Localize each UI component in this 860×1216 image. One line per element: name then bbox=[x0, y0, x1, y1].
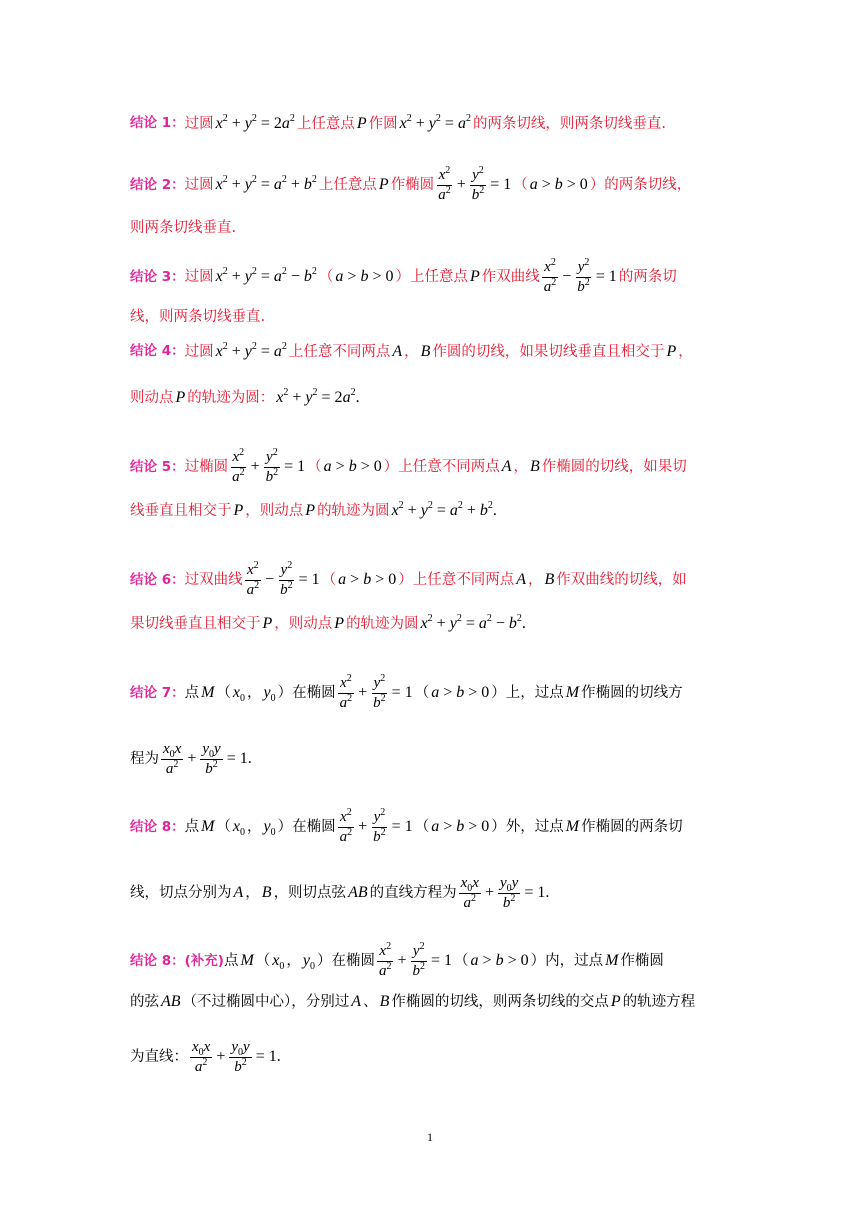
text: 的弦 bbox=[130, 993, 159, 1010]
fraction: $\frac{x^2}{a^2}$ bbox=[339, 807, 353, 845]
fraction: $\frac{y_0y}{b^2}$ bbox=[499, 875, 519, 911]
text: （ bbox=[454, 953, 469, 969]
formula: $x^2 + y^2 = a^2$ bbox=[215, 341, 287, 360]
formula: P bbox=[469, 268, 480, 286]
fraction: $\frac{x^2}{a^2}$ bbox=[339, 673, 353, 711]
text: 的轨迹为圆 bbox=[346, 615, 419, 632]
text: ， bbox=[678, 343, 693, 360]
fraction: $\frac{x^2}{a^2}$ bbox=[378, 941, 392, 979]
conclusion-tag: 结论 5： bbox=[130, 458, 185, 475]
text: 作圆的切线，如果切线垂直且相交于 bbox=[432, 343, 665, 360]
conclusion-3: 结论 3： 过圆 $x^2 + y^2 = a^2 - b^2$ （ a > b > 0 ）上任意点 P 作双曲线 $\frac{x^2}{a^2}$ − $\frac{y^2}{b^2}$ = 1 的两条切 bbox=[130, 257, 677, 295]
formula: a > b > 0 bbox=[431, 818, 490, 836]
formula: a > b > 0 bbox=[335, 268, 394, 286]
fraction: $\frac{y^2}{b^2}$ bbox=[373, 673, 386, 711]
text: 作圆 bbox=[368, 115, 398, 132]
text: （ bbox=[414, 819, 430, 835]
text: 的两条切 bbox=[618, 269, 677, 285]
text: ）上任意不同两点 bbox=[383, 459, 500, 475]
fraction: $\frac{y_0y}{b^2}$ bbox=[231, 1039, 250, 1075]
fraction: $\frac{x^2}{a^2}$ bbox=[543, 257, 557, 295]
text: 作椭圆 bbox=[620, 953, 664, 969]
text: 的轨迹方程 bbox=[622, 993, 696, 1010]
text: （不过椭圆中心），分别过 bbox=[182, 993, 350, 1010]
text: 线，切点分别为 bbox=[130, 885, 232, 901]
text: （ bbox=[513, 177, 528, 193]
fraction: $\frac{y^2}{b^2}$ bbox=[265, 447, 279, 485]
text: 过圆 bbox=[184, 115, 214, 132]
conclusion-2: 结论 2： 过圆 $x^2 + y^2 = a^2 + b^2$ 上任意点 P 作椭圆 $\frac{x^2}{a^2}$ + $\frac{y^2}{b^2}$ = 1 （ a > b > 0 ）的两条切线， bbox=[130, 165, 692, 203]
fraction: $\frac{x^2}{a^2}$ bbox=[232, 447, 245, 485]
conclusion-5: 结论 5： 过椭圆 $\frac{x^2}{a^2}$ + $\frac{y^2}{b^2}$ = 1 （ a > b > 0 ）上任意不同两点 A ， B 作椭圆的切线，如果切 bbox=[130, 447, 687, 485]
conclusion-8-supplement: 结论 8：(补充) 点 M （ $x_0$ ， $y_0$ ）在椭圆 $\frac{x^2}{a^2}$ + $\frac{y^2}{b^2}$ = 1 （ a > b > 0 ）内，过点 M 作椭圆 bbox=[130, 941, 664, 979]
text: ， bbox=[247, 819, 262, 835]
text: ， bbox=[528, 572, 543, 588]
text: 过圆 bbox=[184, 269, 214, 285]
formula: a > b > 0 bbox=[323, 458, 382, 476]
conclusion-tag: 结论 2： bbox=[130, 176, 185, 193]
text: ）上任意不同两点 bbox=[398, 572, 515, 588]
conclusion-6: 结论 6： 过双曲线 $\frac{x^2}{a^2}$ − $\frac{y^2}{b^2}$ = 1 （ a > b > 0 ）上任意不同两点 A ， B 作双曲线的切线，如 bbox=[130, 560, 687, 598]
text: ， bbox=[286, 953, 301, 969]
conclusion-tag: 结论 6： bbox=[130, 571, 185, 588]
text: 过圆 bbox=[184, 177, 214, 193]
conclusion-tag: 结论 8： bbox=[130, 818, 185, 835]
fraction: $\frac{y^2}{b^2}$ bbox=[373, 807, 386, 845]
text: 作椭圆的切线，如果切 bbox=[541, 459, 687, 475]
conclusion-tag: 结论 4： bbox=[130, 343, 185, 360]
text: 过圆 bbox=[184, 343, 214, 360]
fraction: $\frac{y^2}{b^2}$ bbox=[577, 257, 590, 295]
text: 的直线方程为 bbox=[369, 885, 457, 901]
text: 作双曲线的切线，如 bbox=[556, 572, 687, 588]
conclusion-4: 结论 4： 过圆 $x^2 + y^2 = a^2$ 上任意不同两点 A ， B 作圆的切线，如果切线垂直且相交于 P ， bbox=[130, 341, 693, 360]
text: 作椭圆的两条切 bbox=[581, 819, 683, 835]
fraction: $\frac{y^2}{b^2}$ bbox=[280, 560, 293, 598]
formula: $x^2 + y^2 = a^2 + b^2$. bbox=[391, 500, 497, 519]
conclusion-8-cont: 线，切点分别为 A ， B ，则切点弦 AB 的直线方程为 $\frac{x_0x}{a^2}$ + $\frac{y_0y}{b^2}$ = 1. bbox=[130, 875, 550, 911]
text: ， bbox=[247, 685, 262, 701]
conclusion-tag: 结论 3： bbox=[130, 268, 185, 285]
formula: $x^2 + y^2 = a^2 + b^2$ bbox=[215, 174, 317, 194]
text: （ bbox=[307, 459, 322, 475]
text: ， bbox=[513, 459, 528, 475]
text: 点 bbox=[184, 819, 200, 835]
formula: $x^2 + y^2 = a^2 - b^2$ bbox=[215, 266, 317, 286]
conclusion-tag: 结论 7： bbox=[130, 684, 185, 701]
conclusion-4-cont: 则动点 P 的轨迹为圆： $x^2 + y^2 = 2a^2$. bbox=[130, 387, 360, 406]
formula: a > b > 0 bbox=[529, 176, 588, 194]
fraction: $\frac{x^2}{a^2}$ bbox=[438, 165, 451, 203]
text: ）的两条切线， bbox=[589, 177, 692, 193]
text: 作双曲线 bbox=[481, 269, 540, 285]
conclusion-tag: 结论 1： bbox=[130, 115, 185, 132]
fraction: $\frac{y_0y}{b^2}$ bbox=[202, 741, 221, 777]
conclusion-7-cont: 程为 $\frac{x_0x}{a^2}$ + $\frac{y_0y}{b^2}$ = 1. bbox=[130, 741, 252, 777]
formula: P bbox=[356, 115, 367, 132]
text: 作椭圆 bbox=[390, 177, 435, 193]
text: 的两条切线，则两条切线垂直. bbox=[472, 115, 667, 132]
formula: $x^2 + y^2 = a^2 - b^2$. bbox=[420, 613, 526, 632]
text: 则两条切线垂直. bbox=[130, 220, 237, 236]
text: ）在椭圆 bbox=[316, 953, 375, 969]
text: 点 bbox=[184, 685, 200, 701]
fraction: $\frac{x_0x}{a^2}$ bbox=[460, 875, 479, 911]
text: 、 bbox=[363, 993, 378, 1010]
conclusion-tag: 结论 8：(补充) bbox=[130, 952, 224, 969]
conclusion-6-cont: 果切线垂直且相交于 P ，则动点 P 的轨迹为圆 $x^2 + y^2 = a^2 - b^2$. bbox=[130, 613, 526, 632]
text: 过椭圆 bbox=[184, 459, 229, 475]
formula: $x^2 + y^2 = 2a^2$. bbox=[276, 387, 360, 406]
text: 为直线： bbox=[130, 1049, 188, 1065]
text: 作椭圆的切线方 bbox=[581, 685, 683, 701]
text: （ bbox=[321, 572, 337, 588]
text: 的轨迹为圆： bbox=[187, 389, 275, 406]
conclusion-1 bbox=[130, 113, 730, 132]
text: （ bbox=[414, 685, 430, 701]
formula: a > b > 0 bbox=[431, 684, 490, 702]
text: ）外，过点 bbox=[491, 819, 564, 835]
text: 程为 bbox=[130, 751, 159, 767]
conclusion-2-cont bbox=[130, 221, 730, 236]
formula: a > b > 0 bbox=[338, 571, 397, 589]
page-number: 1 bbox=[427, 1130, 433, 1144]
text: （ bbox=[216, 819, 231, 835]
text: ）在椭圆 bbox=[277, 819, 336, 835]
text: （ bbox=[318, 269, 334, 285]
text: ，则动点 bbox=[274, 615, 333, 632]
formula: $x^2 + y^2 = 2a^2$ bbox=[215, 113, 295, 132]
fraction: $\frac{x^2}{a^2}$ bbox=[246, 560, 260, 598]
text: ， bbox=[245, 885, 260, 901]
text: ）在椭圆 bbox=[277, 685, 336, 701]
fraction: $\frac{y^2}{b^2}$ bbox=[471, 165, 485, 203]
text: （ bbox=[216, 685, 231, 701]
text: 上任意不同两点 bbox=[288, 343, 391, 360]
text: 线，则两条切线垂直. bbox=[130, 309, 266, 325]
formula: a > b > 0 bbox=[470, 952, 529, 970]
text: （ bbox=[255, 953, 271, 969]
conclusion-7: 结论 7： 点 M （ $x_0$ ， $y_0$ ）在椭圆 $\frac{x^2}{a^2}$ + $\frac{y^2}{b^2}$ = 1 （ a > b > 0 ）上，过点 M 作椭圆的切线方 bbox=[130, 673, 683, 711]
text: 果切线垂直且相交于 bbox=[130, 615, 261, 632]
conclusion-8-supplement-cont: 的弦 AB （不过椭圆中心），分别过 A 、 B 作椭圆的切线，则两条切线的交点 P 的轨迹方程 bbox=[130, 993, 696, 1010]
text: 的轨迹为圆 bbox=[317, 502, 390, 519]
text: 线垂直且相交于 bbox=[130, 502, 232, 519]
text: 点 bbox=[223, 953, 239, 969]
text: 过双曲线 bbox=[184, 572, 243, 588]
conclusion-8-supplement-cont2: 为直线： $\frac{x_0x}{a^2}$ + $\frac{y_0y}{b^2}$ = 1. bbox=[130, 1039, 281, 1075]
text: ）上任意点 bbox=[395, 269, 468, 285]
text: 上任意点 bbox=[318, 177, 377, 193]
text: ）内，过点 bbox=[530, 953, 604, 969]
text: ）上，过点 bbox=[491, 685, 564, 701]
fraction: $\frac{y^2}{b^2}$ bbox=[412, 941, 426, 979]
conclusion-3-cont bbox=[130, 310, 730, 325]
conclusion-5-cont: 线垂直且相交于 P ，则动点 P 的轨迹为圆 $x^2 + y^2 = a^2 + b^2$. bbox=[130, 500, 497, 519]
fraction: $\frac{x_0x}{a^2}$ bbox=[192, 1039, 211, 1075]
formula: $x^2 + y^2 = a^2$ bbox=[399, 113, 471, 132]
text: 作椭圆的切线，则两条切线的交点 bbox=[391, 993, 609, 1010]
fraction: $\frac{x_0x}{a^2}$ bbox=[163, 741, 182, 777]
formula: P bbox=[378, 176, 389, 194]
text: ，则切点弦 bbox=[273, 885, 347, 901]
conclusion-8: 结论 8： 点 M （ $x_0$ ， $y_0$ ）在椭圆 $\frac{x^2}{a^2}$ + $\frac{y^2}{b^2}$ = 1 （ a > b > 0 ）外，过点 M 作椭圆的两条切 bbox=[130, 807, 683, 845]
text: 上任意点 bbox=[296, 115, 355, 132]
text: ， bbox=[404, 343, 419, 360]
text: ，则动点 bbox=[245, 502, 304, 519]
text: 则动点 bbox=[130, 389, 174, 406]
